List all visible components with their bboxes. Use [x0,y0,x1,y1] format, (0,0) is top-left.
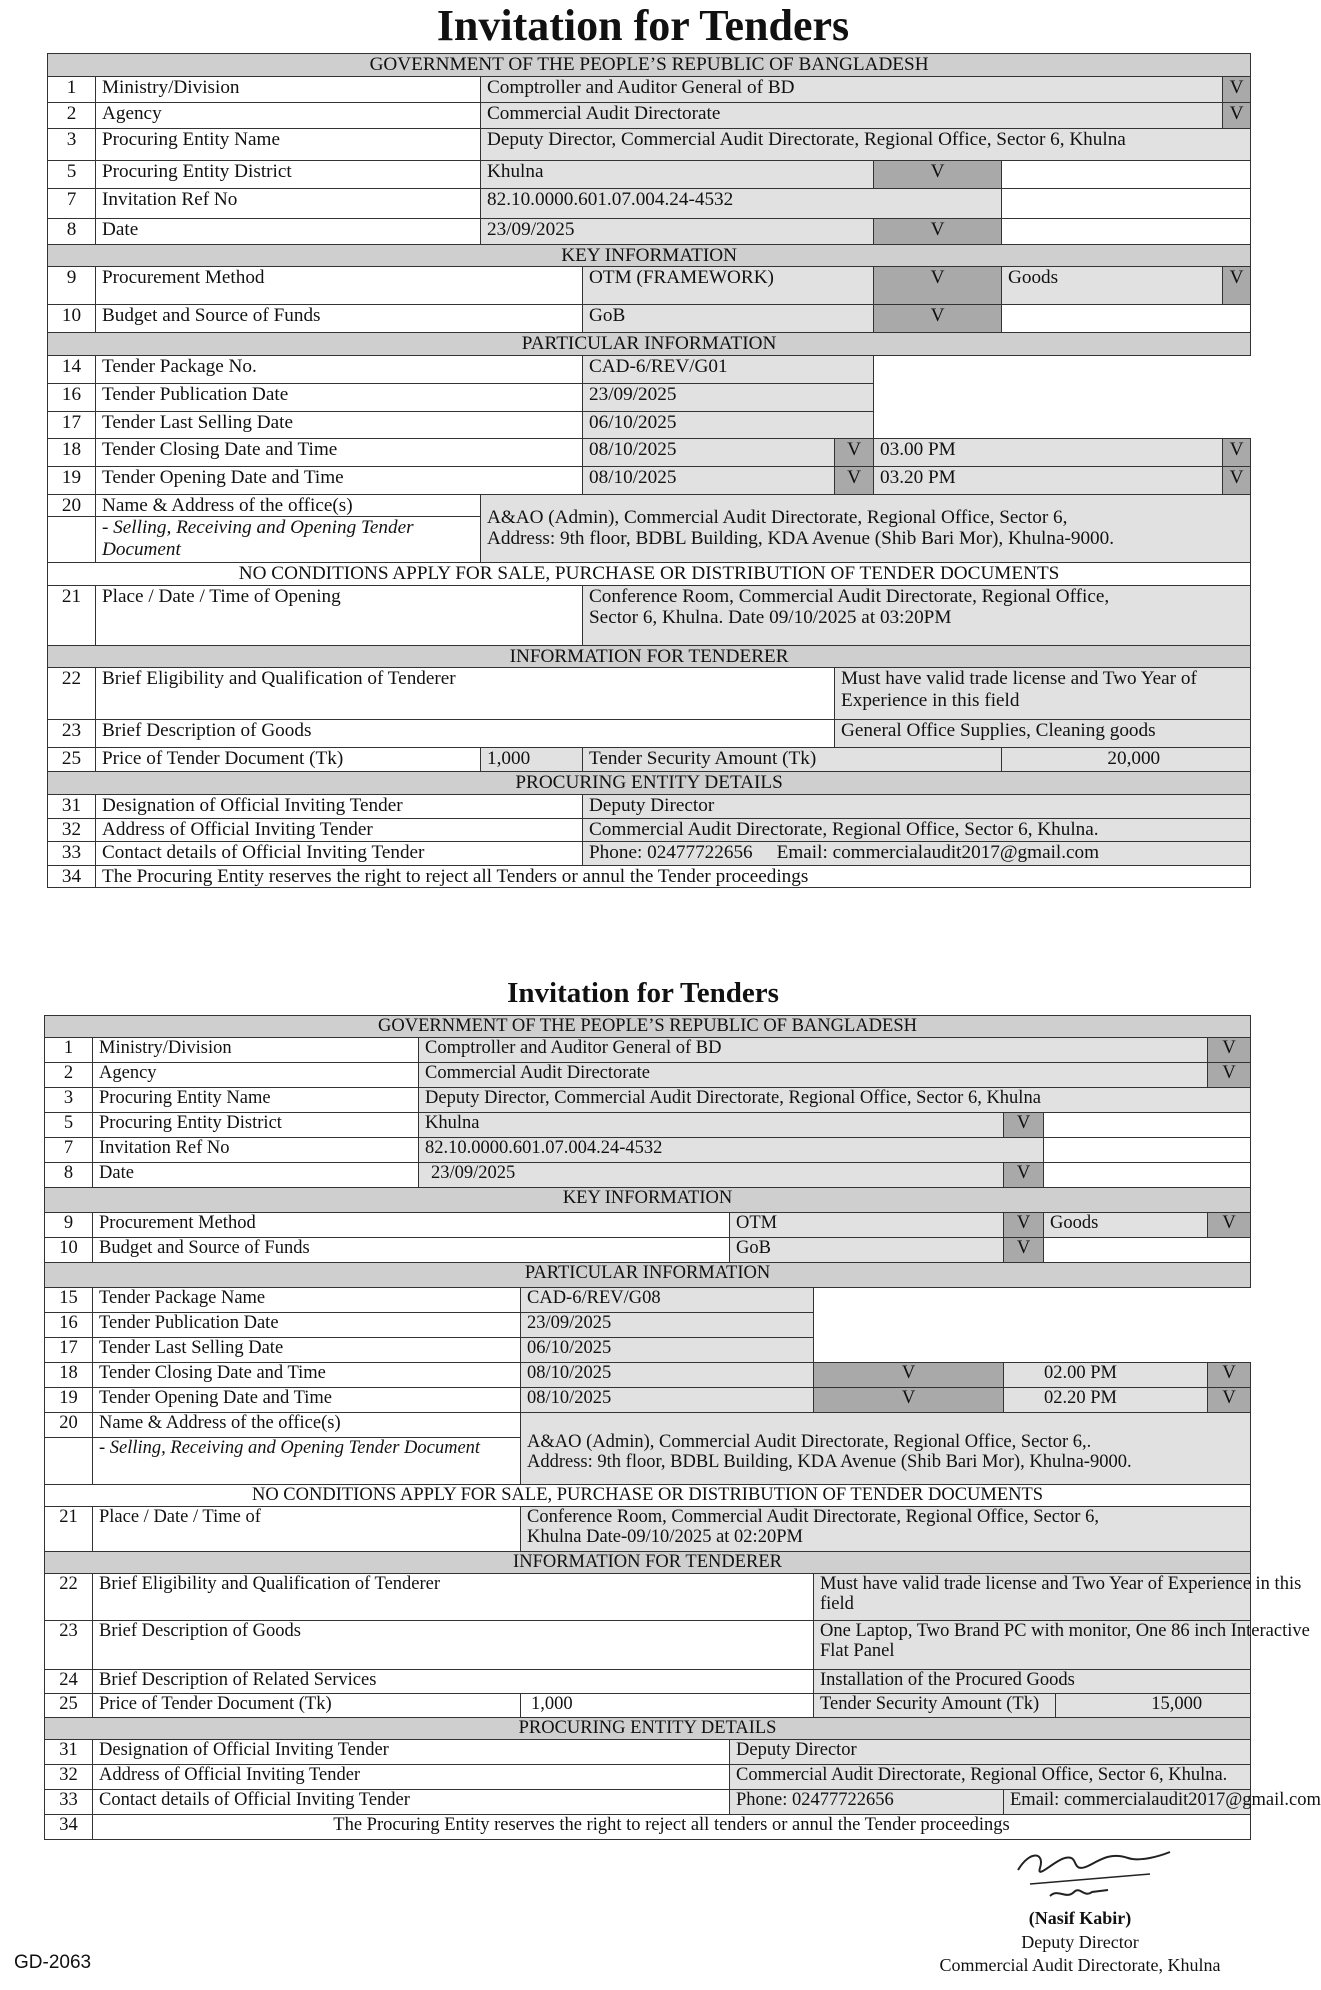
row-number: 21 [48,585,96,645]
notice1-table [47,53,1251,888]
place-line2: Sector 6, Khulna. Date 09/10/2025 at 03:20PM [589,607,952,628]
closing-time-marker: V [1223,438,1251,466]
notice1-title: Invitation for Tenders [436,1,850,50]
price-value: 1,000 [481,748,583,772]
row-number: 8 [45,1162,93,1187]
opening-date-marker: V [814,1387,1004,1412]
contact-value [583,841,1251,865]
budget-label: Budget and Source of Funds [93,1237,730,1262]
address-value: Commercial Audit Directorate, Regional Office, Sector 6, Khulna. [730,1764,1251,1789]
eligibility-label: Brief Eligibility and Qualification of Tenderer [96,668,835,720]
price-value: 1,000 [521,1693,814,1717]
office-address-line1: A&AO (Admin), Commercial Audit Directorate, Regional Office, Sector 6,. [527,1431,1092,1452]
method-value: OTM (FRAMEWORK) [583,267,874,305]
ministry-value: Comptroller and Auditor General of BD [481,76,1223,102]
opening-date-value: 08/10/2025 [583,466,835,494]
agency-value: Commercial Audit Directorate [481,102,1223,128]
selling-label: Tender Last Selling Date [96,411,583,438]
agency-label: Agency [93,1062,419,1087]
row-number: 22 [45,1573,93,1620]
row-number: 25 [48,748,96,772]
opening-time-marker: V [1208,1387,1251,1412]
entity-label: Procuring Entity Name [96,128,481,160]
ref-label: Invitation Ref No [96,188,481,218]
goods-line2: Flat Panel [820,1641,895,1662]
address-label: Address of Official Inviting Tender [93,1764,730,1789]
opening-label: Tender Opening Date and Time [96,466,583,494]
reserve-right-text: The Procuring Entity reserves the right to reject all tenders or annul the Tender proceedings [93,1814,1251,1839]
eligibility-label: Brief Eligibility and Qualification of Tenderer [93,1573,814,1620]
method-dropdown-marker: V [874,267,1002,305]
method-dropdown-marker: V [1004,1212,1044,1237]
services-value: Installation of the Procured Goods [814,1669,1251,1693]
district-dropdown-marker: V [874,160,1002,188]
key-info-heading: KEY INFORMATION [45,1187,1251,1212]
opening-time-marker: V [1223,466,1251,494]
type-dropdown-marker: V [1208,1212,1251,1237]
info-tenderer-heading: INFORMATION FOR TENDERER [48,645,1251,668]
budget-dropdown-marker: V [874,305,1002,333]
row-number: 14 [48,355,96,383]
date-label: Date [93,1162,419,1187]
row-number: 20 [48,494,96,517]
entity-details-heading: PROCURING ENTITY DETAILS [45,1717,1251,1739]
date-dropdown-marker: V [1004,1162,1044,1187]
closing-date-value: 08/10/2025 [521,1362,814,1387]
row-number: 32 [45,1764,93,1789]
closing-date-value: 08/10/2025 [583,438,835,466]
budget-label: Budget and Source of Funds [96,305,583,333]
row-number: 16 [48,383,96,411]
security-value: 20,000 [1002,748,1251,772]
advertisement-code: GD-2063 [14,1952,92,1973]
goods-value: General Office Supplies, Cleaning goods [835,720,1251,748]
closing-time-value: 03.00 PM [874,438,1223,466]
row-number: 1 [45,1037,93,1062]
district-label: Procuring Entity District [93,1112,419,1137]
office-sublabel: - Selling, Receiving and Opening Tender Document [93,1437,521,1484]
row-number: 34 [45,1814,93,1839]
publication-value: 23/09/2025 [521,1312,814,1337]
row-number: 34 [48,865,96,888]
office-sublabel: - Selling, Receiving and Opening Tender Document [96,517,481,563]
signature-scribble [1010,1840,1180,1918]
notice2-title: Invitation for Tenders [507,977,779,1009]
office-address [521,1412,1251,1484]
entity-details-heading: PROCURING ENTITY DETAILS [48,772,1251,795]
contact-phone: Phone: 02477722656 [730,1789,1004,1814]
particular-info-heading: PARTICULAR INFORMATION [48,333,1251,356]
row-number: 32 [48,818,96,841]
row-number: 31 [48,794,96,818]
district-value: Khulna [481,160,874,188]
signatory-designation: Deputy Director [1021,1932,1139,1952]
entity-label: Procuring Entity Name [93,1087,419,1112]
key-info-heading: KEY INFORMATION [48,244,1251,267]
info-tenderer-heading: INFORMATION FOR TENDERER [45,1551,1251,1573]
opening-date-marker: V [835,466,874,494]
row-number: 5 [45,1112,93,1137]
signatory-name: (Nasif Kabir) [1028,1908,1132,1928]
row-number: 10 [45,1237,93,1262]
contact-email: Email: commercialaudit2017@gmail.com [1004,1789,1251,1814]
agency-dropdown-marker: V [1208,1062,1251,1087]
eligibility-line2: field [820,1594,854,1615]
price-label: Price of Tender Document (Tk) [93,1693,521,1717]
designation-value: Deputy Director [730,1739,1251,1764]
office-address-line1: A&AO (Admin), Commercial Audit Directorate, Regional Office, Sector 6, [487,506,1068,528]
office-address [481,494,1251,563]
row-number: 33 [45,1789,93,1814]
publication-label: Tender Publication Date [96,383,583,411]
budget-value: GoB [583,305,874,333]
ministry-value: Comptroller and Auditor General of BD [419,1037,1208,1062]
row-number: 19 [45,1387,93,1412]
row-number: 25 [45,1693,93,1717]
row-number: 5 [48,160,96,188]
row-number: 23 [48,720,96,748]
closing-label: Tender Closing Date and Time [93,1362,521,1387]
date-dropdown-marker: V [874,218,1002,244]
goods-line1: One Laptop, Two Brand PC with monitor, One 86 inch Interactive [820,1620,1310,1641]
selling-value: 06/10/2025 [583,411,874,438]
place-line1: Conference Room, Commercial Audit Directorate, Regional Office, Sector 6, [527,1506,1099,1527]
row-number: 2 [48,102,96,128]
eligibility-line1: Must have valid trade license and Two Year of [841,668,1197,689]
row-number: 17 [45,1337,93,1362]
publication-label: Tender Publication Date [93,1312,521,1337]
package-label: Tender Package Name [93,1287,521,1312]
row-number: 1 [48,76,96,102]
services-label: Brief Description of Related Services [93,1669,814,1693]
no-conditions-notice: NO CONDITIONS APPLY FOR SALE, PURCHASE OR DISTRIBUTION OF TENDER DOCUMENTS [45,1484,1251,1506]
method-label: Procurement Method [96,267,583,305]
budget-value: GoB [730,1237,1004,1262]
notice1-header: GOVERNMENT OF THE PEOPLE’S REPUBLIC OF BANGLADESH [48,54,1251,77]
designation-label: Designation of Official Inviting Tender [96,794,583,818]
ref-value: 82.10.0000.601.07.004.24-4532 [419,1137,1044,1162]
agency-dropdown-marker: V [1223,102,1251,128]
contact-phone: Phone: 02477722656 [589,841,753,863]
ministry-dropdown-marker: V [1208,1037,1251,1062]
opening-date-value: 08/10/2025 [521,1387,814,1412]
selling-value: 06/10/2025 [521,1337,814,1362]
row-number: 7 [48,188,96,218]
designation-value: Deputy Director [583,794,1251,818]
date-value: 23/09/2025 [419,1162,1004,1187]
ref-value: 82.10.0000.601.07.004.24-4532 [481,188,1002,218]
ministry-dropdown-marker: V [1223,76,1251,102]
ministry-label: Ministry/Division [93,1037,419,1062]
closing-time-value: 02.00 PM [1004,1362,1208,1387]
office-address-line2: Address: 9th floor, BDBL Building, KDA Avenue (Shib Bari Mor), Khulna-9000. [487,528,1115,550]
opening-label: Tender Opening Date and Time [93,1387,521,1412]
district-dropdown-marker: V [1004,1112,1044,1137]
row-number: 2 [45,1062,93,1087]
signatory-office: Commercial Audit Directorate, Khulna [939,1955,1221,1975]
date-label: Date [96,218,481,244]
agency-label: Agency [96,102,481,128]
row-number: 7 [45,1137,93,1162]
goods-label: Brief Description of Goods [93,1620,814,1669]
eligibility-line1: Must have valid trade license and Two Year of Experience in this [820,1573,1302,1594]
row-number: 8 [48,218,96,244]
particular-info-heading: PARTICULAR INFORMATION [45,1262,1251,1287]
row-number: 16 [45,1312,93,1337]
closing-date-marker: V [835,438,874,466]
district-label: Procuring Entity District [96,160,481,188]
office-address-line2: Address: 9th floor, BDBL Building, KDA Avenue (Shib Bari Mor), Khulna-9000. [527,1452,1132,1473]
notice2-header: GOVERNMENT OF THE PEOPLE’S REPUBLIC OF BANGLADESH [45,1016,1251,1038]
ministry-label: Ministry/Division [96,76,481,102]
no-conditions-notice: NO CONDITIONS APPLY FOR SALE, PURCHASE OR DISTRIBUTION OF TENDER DOCUMENTS [48,563,1251,586]
package-value: CAD-6/REV/G08 [521,1287,814,1312]
opening-time-value: 03.20 PM [874,466,1223,494]
row-number: 19 [48,466,96,494]
security-value: 15,000 [1056,1693,1251,1717]
date-value: 23/09/2025 [481,218,874,244]
row-number: 24 [45,1669,93,1693]
selling-label: Tender Last Selling Date [93,1337,521,1362]
type-dropdown-marker: V [1223,267,1251,305]
notice2-table [44,1015,1321,1840]
contact-label: Contact details of Official Inviting Tender [96,841,583,865]
row-number: 18 [45,1362,93,1387]
row-number: 10 [48,305,96,333]
closing-date-marker: V [814,1362,1004,1387]
row-number: 9 [45,1212,93,1237]
row-number: 20 [45,1412,93,1437]
closing-label: Tender Closing Date and Time [96,438,583,466]
office-label: Name & Address of the office(s) [96,494,481,517]
row-number: 9 [48,267,96,305]
row-number: 15 [45,1287,93,1312]
row-number: 17 [48,411,96,438]
row-number: 31 [45,1739,93,1764]
entity-value: Deputy Director, Commercial Audit Directorate, Regional Office, Sector 6, Khulna [419,1087,1251,1112]
contact-email: Email: commercialaudit2017@gmail.com [776,841,1100,863]
security-label: Tender Security Amount (Tk) [583,748,1002,772]
agency-value: Commercial Audit Directorate [419,1062,1208,1087]
method-value: OTM [730,1212,1004,1237]
goods-label: Brief Description of Goods [96,720,835,748]
opening-time-value: 02.20 PM [1004,1387,1208,1412]
reserve-right-text: The Procuring Entity reserves the right to reject all Tenders or annul the Tender proceedings [96,865,1251,888]
place-line1: Conference Room, Commercial Audit Directorate, Regional Office, [589,585,1110,607]
package-label: Tender Package No. [96,355,583,383]
row-number: 3 [48,128,96,160]
row-number: 21 [45,1506,93,1551]
address-value: Commercial Audit Directorate, Regional Office, Sector 6, Khulna. [583,818,1251,841]
method-label: Procurement Method [93,1212,730,1237]
budget-dropdown-marker: V [1004,1237,1044,1262]
closing-time-marker: V [1208,1362,1251,1387]
row-number: 18 [48,438,96,466]
package-value: CAD-6/REV/G01 [583,355,874,383]
address-label: Address of Official Inviting Tender [96,818,583,841]
place-label: Place / Date / Time of Opening [96,585,583,645]
office-label: Name & Address of the office(s) [93,1412,521,1437]
procurement-type-value: Goods [1044,1212,1208,1237]
contact-label: Contact details of Official Inviting Tender [93,1789,730,1814]
row-number: 33 [48,841,96,865]
publication-value: 23/09/2025 [583,383,874,411]
place-line2: Khulna Date-09/10/2025 at 02:20PM [527,1527,803,1548]
ref-label: Invitation Ref No [93,1137,419,1162]
procurement-type-value: Goods [1002,267,1223,305]
place-label: Place / Date / Time of [93,1506,521,1551]
district-value: Khulna [419,1112,1004,1137]
row-number: 3 [45,1087,93,1112]
designation-label: Designation of Official Inviting Tender [93,1739,730,1764]
security-label: Tender Security Amount (Tk) [814,1693,1056,1717]
eligibility-line2: Experience in this field [841,689,1020,711]
price-label: Price of Tender Document (Tk) [96,748,481,772]
entity-value: Deputy Director, Commercial Audit Directorate, Regional Office, Sector 6, Khulna [481,128,1251,160]
row-number: 23 [45,1620,93,1669]
row-number: 22 [48,668,96,720]
